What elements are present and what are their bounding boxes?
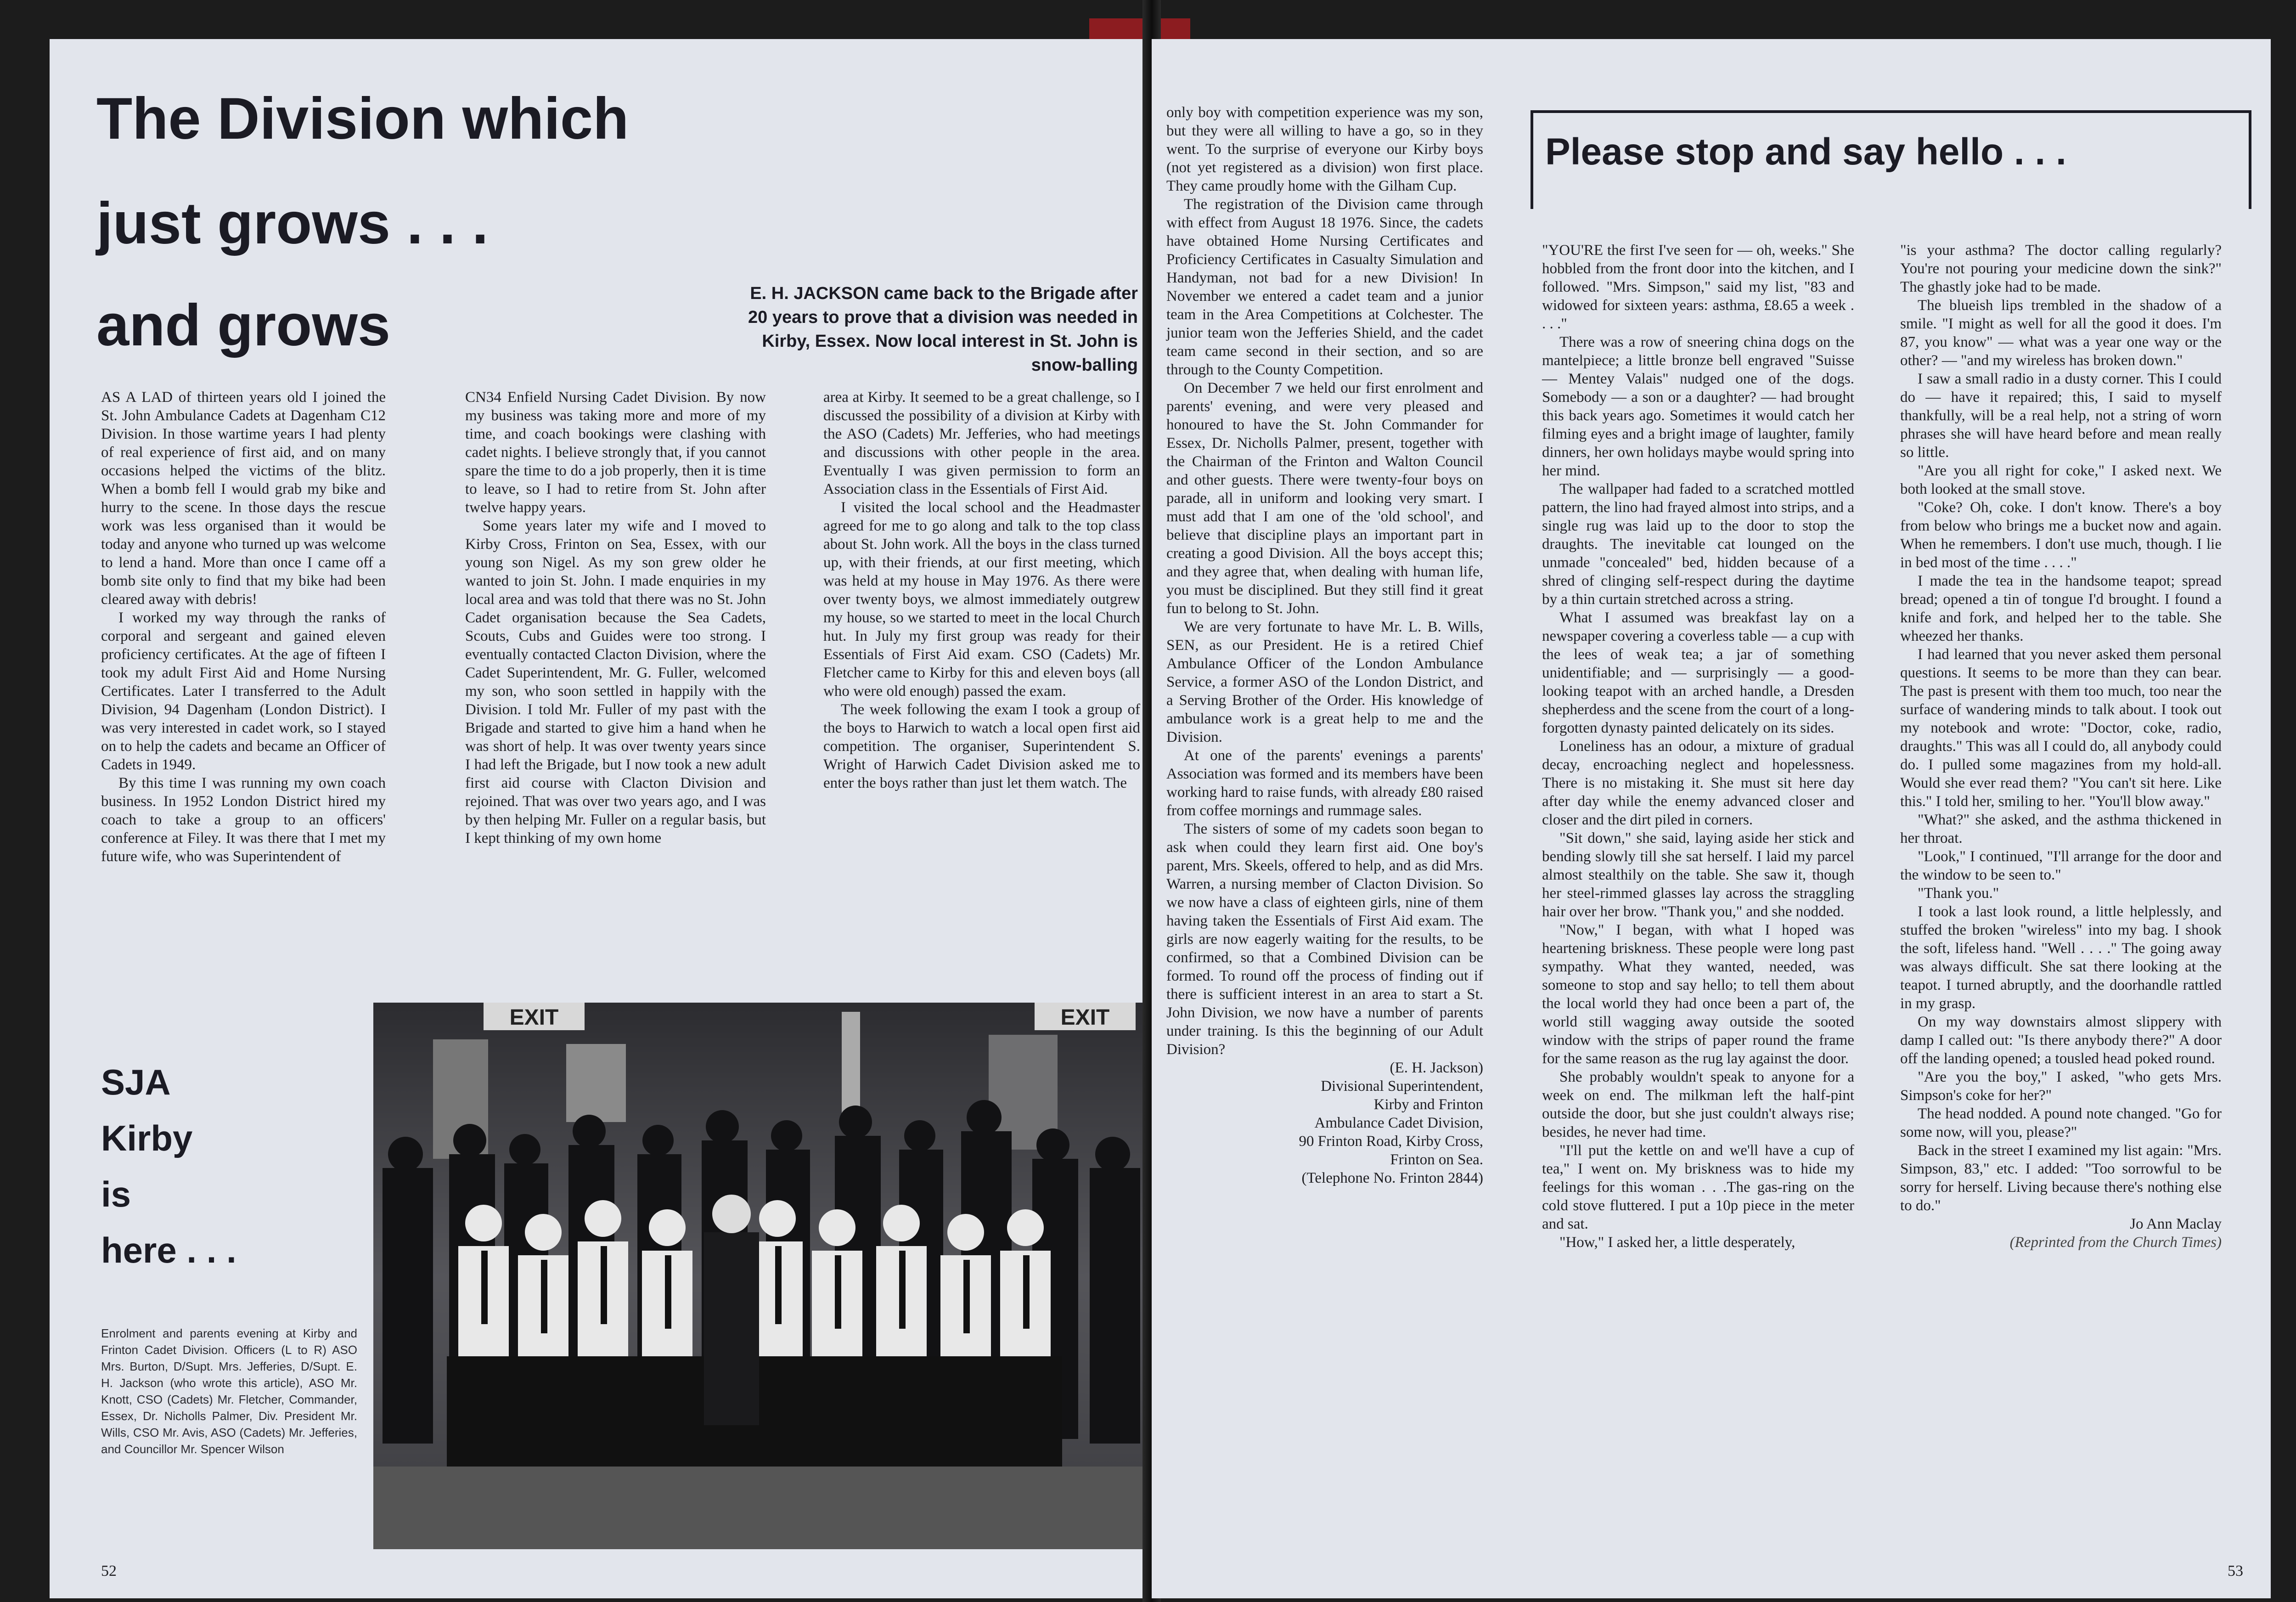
paragraph: "Are you all right for coke," I asked next. We both looked at the small stove. [1900, 463, 2222, 497]
paragraph: The sisters of some of my cadets soon began to ask when could they learn first aid. One boy's parent, Mrs. Skeels, offered to help, and as did Mrs. Warren, a nursing member of Clacton Division. So we now have a class of eighteen girls, nine of them having taken the Essentials of First Aid exam. The girls are now eagerly waiting for the results, to be confirmed, so that a Combined Division can be formed. To round off the process of finding out if there is sufficient interest in an area to start a St. John Division, we now have a number of parents under training. Is this the beginning of our Adult Division? [1166, 821, 1483, 1058]
paragraph: I worked my way through the ranks of corporal and sergeant and gained eleven proficiency certificates. At the age of fifteen I took my adult First Aid and Home Nursing Certificates. Later I transferred to the Adult Division, 94 Dagenham (London District). I was very interested in cadet work, so I stayed on to help the cadets and became an Officer of Cadets in 1949. [101, 609, 386, 773]
callout-line: SJA [101, 1062, 171, 1102]
paragraph: I made the tea in the handsome teapot; spread bread; opened a tin of tongue I'd brought. I found a knife and fork, and helped her to the table. She wheezed her thanks. [1900, 573, 2222, 644]
headline-line-2: just grows . . . [96, 191, 489, 256]
paragraph: At one of the parents' evenings a parents' Association was formed and its members have been working hard to raise funds, with already £80 raised from coffee mornings and rummage sales. [1166, 747, 1483, 819]
paragraph: There was a row of sneering china dogs on the mantelpiece; a little bronze bell engraved "Suisse — Mentey Valais" nudged one of the dogs. Somebody — a son or a daughter? — had brought this back years ago. Sometimes it would catch her filming eyes and a bright image of laughter, family dinners, her own holidays maybe would spring into her mind. [1542, 334, 1854, 479]
paragraph: I had learned that you never asked them personal questions. It seems to be more than they can bear. The past is present with them too much, too near the surface of wandering minds to talk about. I took out my notebook and wrote: "Doctor, coke, radio, draughts." This was all I could do, all anybody could do. I pulled some magazines from my hold-all. Would she ever read them? "You can't sit here. Like this." I told her, smiling to her. "You'll blow away." [1900, 646, 2222, 810]
reprint-credit: (Reprinted from the Church Times) [2009, 1234, 2222, 1251]
signature-line: Frinton on Sea. [1390, 1151, 1483, 1168]
left-column-3 [823, 388, 1140, 792]
exit-sign-right: EXIT [1060, 1005, 1110, 1030]
callout-line: Kirby [101, 1118, 193, 1158]
signature-line: Ambulance Cadet Division, [1314, 1115, 1483, 1131]
paragraph: She probably wouldn't speak to anyone for a week on end. The milkman left the half-pint outside the door, but she just couldn't always rise; besides, he never had time. [1542, 1069, 1854, 1140]
signature-line: Kirby and Frinton [1373, 1096, 1483, 1113]
signature-line: (E. H. Jackson) [1390, 1060, 1483, 1076]
paragraph: The week following the exam I took a group of the boys to Harwich to watch a local open first aid competition. The organiser, Superintendent S. Wright of Harwich Cadet Division asked me to enter the boys rather than just let them watch. The [823, 701, 1140, 791]
left-column-2 [465, 388, 766, 847]
author-name: Jo Ann Maclay [2130, 1216, 2222, 1232]
paragraph: "Coke? Oh, coke. I don't know. There's a boy from below who brings me a bucket now and again. When he remembers. I don't use much, though. I lie in bed most of the time . . . ." [1900, 499, 2222, 571]
box-left-rule [1531, 110, 1533, 209]
headline-line-1: The Division which [96, 86, 629, 152]
box-right-rule [2249, 110, 2251, 209]
signature-line: 90 Frinton Road, Kirby Cross, [1299, 1133, 1483, 1150]
box-top-rule [1531, 110, 2251, 113]
paragraph: "How," I asked her, a little desperately, [1559, 1234, 1795, 1251]
paragraph: "Sit down," she said, laying aside her stick and bending slowly till she sat herself. I laid my parcel almost stealthily on the table. She saw it, though her steel-rimmed glasses lay across the straggling hair over her brow. "Thank you," and she nodded. [1542, 830, 1854, 920]
paragraph: "What?" she asked, and the asthma thickened in her throat. [1900, 812, 2222, 846]
signature-line: (Telephone No. Frinton 2844) [1301, 1170, 1483, 1186]
paragraph: We are very fortunate to have Mr. L. B. Wills, SEN, as our President. He is a retired Chief Ambulance Officer of the London Ambulance Service, a former ASO of the London District, and a Serving Brother of the Order. His knowledge of ambulance work is a great help to me and the Division. [1166, 619, 1483, 745]
paragraph: "Thank you." [1918, 885, 1999, 902]
paragraph: On my way downstairs almost slippery with damp I called out: "Is there anybody there?" A door off the landing opened; a tousled head poked round. [1900, 1014, 2222, 1067]
sja-kirby-callout [101, 1054, 303, 1278]
paragraph: The wallpaper had faded to a scratched mottled pattern, the lino had frayed almost into strips, and a single rug was laid up to the door to stop the draughts. The inevitable cat lounged on the unmade "concealed" bed, hidden because of a shred of clinging self-respect during the daytime by a thin curtain stretched across a string. [1542, 481, 1854, 608]
paragraph: area at Kirby. It seemed to be a great challenge, so I discussed the possibility of a division at Kirby with the ASO (Cadets) Mr. Jefferies, who had meetings and discussions with other people in the area. Eventually I was given permission to form an Association class in the Essentials of First Aid. [823, 389, 1140, 497]
paragraph: AS A LAD of thirteen years old I joined the St. John Ambulance Cadets at Dagenham C12 Division. In those wartime years I had plenty of real experience of first aid, and on many occasions helped the victims of the blitz. When a bomb fell I would grab my bike and hurry to the scene. In those days the rescue work was less organised than it would be today and anyone who turned up was welcome to lend a hand. More than once I came off a bomb site only to find that my bike had been cleared away with debris! [101, 389, 386, 608]
paragraph: only boy with competition experience was my son, but they were all willing to have a go, so in they went. To the surprise of everyone our Kirby boys (not yet registered as a division) won first place. They came proudly home with the Gilham Cup. [1166, 104, 1483, 194]
exit-sign-left: EXIT [509, 1005, 559, 1030]
paragraph: Back in the street I examined my list again: "Mrs. Simpson, 83," etc. I added: "Too sorrowful to be sorry for herself. Living because there's nothing else to do." [1900, 1142, 2222, 1214]
paragraph: What I assumed was breakfast lay on a newspaper covering a coverless table — a cup with the lees of weak tea; a jar of something unidentifiable; and — surprisingly — a good-looking teapot with an arched handle, a Dresden shepherdess and the scene from the court of a long-forgotten dynasty painted delicately on its sides. [1542, 609, 1854, 736]
paragraph: "Now," I began, with what I hoped was heartening briskness. These people were long past sympathy. What they wanted, needed, was someone to stop and say hello; to tell them about the local world they had once been a part of, the world still wagging away outside the sooted window with the strips of paper round the frame for the same reason as the rug lay against the door. [1542, 922, 1854, 1067]
paragraph: "Are you the boy," I asked, "who gets Mrs. Simpson's coke for her?" [1900, 1069, 2222, 1104]
paragraph: The registration of the Division came through with effect from August 18 1976. Since, the cadets have obtained Home Nursing Certificates and Proficiency Certificates in Casualty Simulation and Handyman, not bad for a new Division! In November we entered a cadet team and a junior team in the Area Competitions at Colchester. The junior team won the Jefferies Shield, and the cadet team came second in their section, and so are through to the County Competition. [1166, 196, 1483, 378]
paragraph: On December 7 we held our first enrolment and parents' evening, and were very pleased and honoured to have the St. John Commander for Essex, Dr. Nicholls Palmer, present, together with the Chairman of the Frinton and Walton Council and other guests. There were twenty-four boys on parade, all in uniform and looking very smart. I must add that I am one of the 'old school', and believe that discipline plays an important part in creating a good Division. All the boys accept this; and they agree that, when dealing with human life, you must be disciplined. But they still find it great fun to belong to St. John. [1166, 380, 1483, 617]
right-page [1152, 39, 2271, 1598]
right-column-2 [1542, 241, 1854, 1252]
callout-line: is [101, 1174, 131, 1214]
paragraph: By this time I was running my own coach business. In 1952 London District hired my coach to take a group to an officers' conference at Filey. It was there that I met my future wife, who was Superintendent of [101, 775, 386, 865]
paragraph: I saw a small radio in a dusty corner. This I could do — have it repaired; this, I said to myself thankfully, will be a real help, not a string of worn phrases she will have heard before and mean really so little. [1900, 371, 2222, 461]
paragraph: "is your asthma? The doctor calling regularly? You're not pouring your medicine down the sink?" The ghastly joke had to be made. [1900, 242, 2222, 295]
right-column-1 [1166, 103, 1483, 1187]
signature-line: Divisional Superintendent, [1321, 1078, 1483, 1094]
left-page [50, 39, 1149, 1598]
paragraph: I visited the local school and the Headmaster agreed for me to go along and talk to the top class about St. John work. All the boys in the class turned up, with their friends, at our first meeting, which was held at my house in May 1976. As there were over twenty boys, we almost immediately outgrew my house, so we started to meet in the local Church hut. In July my first group was ready for their Essentials of First Aid exam. CSO (Cadets) Mr. Fletcher came to Kirby for this and eleven boys (all who were old enough) passed the exam. [823, 499, 1140, 699]
paragraph: I took a last look round, a little helplessly, and stuffed the broken "wireless" into my bag. I shook the soft, lifeless hand. "Well . . . ." The going away was always difficult. She sat there looking at the teapot. I turned abruptly, and the doorhandle rattled in my grasp. [1900, 903, 2222, 1012]
paragraph: "Look," I continued, "I'll arrange for the door and the window to be seen to." [1900, 848, 2222, 883]
group-photo [373, 1003, 1146, 1549]
box-title: Please stop and say hello . . . [1545, 131, 2066, 173]
paragraph: Loneliness has an odour, a mixture of gradual decay, encroaching neglect and hopelessness. There is no mistaking it. She must sit here day after day while the enemy advanced closer and closer and the dirt piled in corners. [1542, 738, 1854, 828]
headline-line-3: and grows [96, 293, 391, 358]
binding-tab [1089, 18, 1190, 41]
paragraph: The blueish lips trembled in the shadow of a smile. "I might as well for all the good it does. I'm 87, you know" — what was a year one way or the other? — "and my wireless has broken down." [1900, 297, 2222, 369]
left-column-1 [101, 388, 386, 866]
page-number-right: 53 [2228, 1563, 2243, 1579]
paragraph: Some years later my wife and I moved to Kirby Cross, Frinton on Sea, Essex, with our young son Nigel. As my son grew older he wanted to join St. John. I made enquiries in my local area and was told that there was no St. John Cadet organisation because the Sea Cadets, Scouts, Cubs and Guides were too strong. I eventually contacted Clacton Division, where the Cadet Superintendent, Mr. G. Fuller, welcomed my son, who soon settled in happily with the Division. I told Mr. Fuller of my past with the Brigade and started to give him a hand when he was short of help. It was over twenty years since I had left the Brigade, but I now took a new adult first aid course with Clacton Division and rejoined. That was over two years ago, and I was by then helping Mr. Fuller on a regular basis, but I kept thinking of my own home [465, 518, 766, 846]
paragraph: The head nodded. A pound note changed. "Go for some now, will you, please?" [1900, 1106, 2222, 1140]
paragraph: CN34 Enfield Nursing Cadet Division. By now my business was taking more and more of my time, and coach bookings were clashing with cadet nights. I believe strongly that, if you cannot spare the time to do a job properly, then it is time to leave, so I had to retire from St. John after twelve happy years. [465, 389, 766, 516]
page-number-left: 52 [101, 1563, 117, 1579]
paragraph: "I'll put the kettle on and we'll have a cup of tea," I went on. My briskness was to hide my feelings for this woman . . .The gas-ring on the cold stove fluttered. I put a 10p piece in the meter and sat. [1542, 1142, 1854, 1232]
callout-line: here . . . [101, 1230, 236, 1270]
paragraph: "YOU'RE the first I've seen for — oh, weeks." She hobbled from the front door into the kitchen, and I followed. "Mrs. Simpson," said my list, "83 and widowed for sixteen years: asthma, £8.65 a week . . . ." [1542, 242, 1854, 332]
right-column-3 [1900, 241, 2222, 1252]
article-deck: E. H. JACKSON came back to the Brigade after 20 years to prove that a division was needed in Kirby, Essex. Now local interest in St. John is snow-balling [748, 284, 1138, 375]
photo-caption: Enrolment and parents evening at Kirby and Frinton Cadet Division. Officers (L to R) ASO Mrs. Burton, D/Supt. Mrs. Jefferies, D/Supt. E. H. Jackson (who wrote this article), ASO Mr. Knott, CSO (Cadets) Mr. Fletcher, Commander, Essex, Dr. Nicholls Palmer, Div. President Mr. Wills, CSO Mr. Avis, ASO (Cadets) Mr. Jefferies, and Councillor Mr. Spencer Wilson [101, 1326, 357, 1456]
